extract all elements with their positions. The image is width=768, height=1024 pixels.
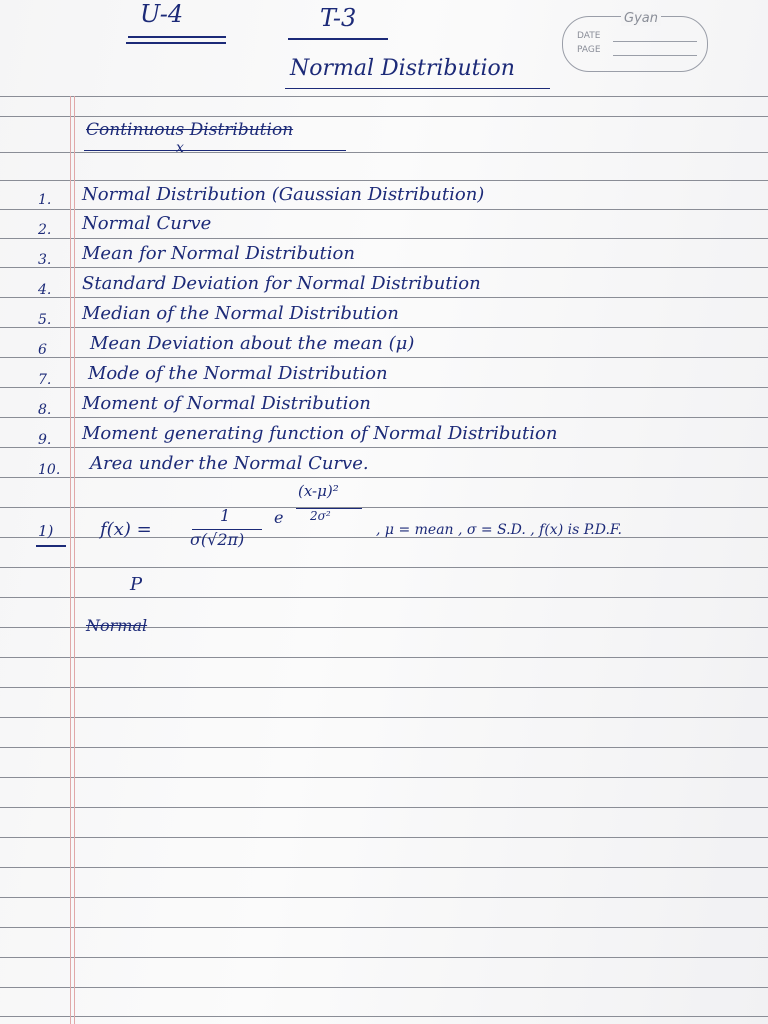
list-item: Moment generating function of Normal Distribution — [82, 423, 558, 444]
stamp-date-line — [613, 41, 697, 42]
list-item: Median of the Normal Distribution — [82, 303, 399, 324]
item-number: 2. — [38, 222, 52, 238]
page-title: Normal Distribution — [290, 56, 515, 81]
item-number: 8. — [38, 402, 52, 418]
formula-denominator: σ(√2π) — [190, 530, 245, 549]
exponent-denominator: 2σ² — [310, 509, 331, 523]
formula-marker-underline — [36, 545, 66, 547]
ruled-line — [0, 657, 768, 658]
ruled-line — [0, 387, 768, 388]
ruled-line — [0, 267, 768, 268]
section-underline — [84, 150, 346, 151]
page-stamp — [562, 11, 708, 72]
title-underline — [285, 88, 550, 89]
formula-base: e — [274, 508, 284, 527]
topic-underline — [288, 38, 388, 40]
margin-line — [74, 96, 75, 1024]
ruled-line — [0, 687, 768, 688]
formula-legend: , μ = mean , σ = S.D. , f(x) is P.D.F. — [376, 522, 622, 538]
item-number: 5. — [38, 312, 52, 328]
ruled-line — [0, 209, 768, 210]
ruled-line — [0, 180, 768, 181]
list-item: Moment of Normal Distribution — [82, 393, 371, 414]
struck-word: Normal — [86, 616, 148, 635]
item-number: 4. — [38, 282, 52, 298]
formula-numerator: 1 — [220, 506, 231, 525]
unit-label: U-4 — [140, 0, 184, 28]
stray-mark: P — [130, 574, 143, 595]
stamp-brand: Gyan — [621, 11, 661, 26]
item-number: 10. — [38, 462, 61, 478]
exponent-numerator: (x-μ)² — [298, 482, 339, 500]
ruled-line — [0, 927, 768, 928]
margin-line — [70, 96, 71, 1024]
ruled-line — [0, 747, 768, 748]
ruled-line — [0, 152, 768, 153]
ruled-line — [0, 807, 768, 808]
ruled-line — [0, 837, 768, 838]
ruled-line — [0, 327, 768, 328]
ruled-line — [0, 897, 768, 898]
list-item: Standard Deviation for Normal Distribution — [82, 273, 481, 294]
list-item: Mean for Normal Distribution — [82, 243, 355, 264]
section-heading: Continuous Distribution — [86, 120, 294, 140]
ruled-line — [0, 597, 768, 598]
ruled-line — [0, 507, 768, 508]
ruled-line — [0, 238, 768, 239]
ruled-line — [0, 777, 768, 778]
list-item: Normal Curve — [82, 213, 212, 234]
ruled-line — [0, 477, 768, 478]
ruled-line — [0, 96, 768, 97]
stamp-page-line — [613, 55, 697, 56]
item-number: 9. — [38, 432, 52, 448]
item-number: 3. — [38, 252, 52, 268]
ruled-line — [0, 116, 768, 117]
list-item: Mean Deviation about the mean (μ) — [90, 333, 415, 354]
ruled-line — [0, 957, 768, 958]
topic-label: T-3 — [320, 4, 357, 32]
list-item: Normal Distribution (Gaussian Distribution) — [82, 184, 485, 205]
ruled-line — [0, 297, 768, 298]
ruled-line — [0, 987, 768, 988]
ruled-line — [0, 357, 768, 358]
list-item: Mode of the Normal Distribution — [88, 363, 388, 384]
formula-lhs: f(x) = — [100, 519, 152, 540]
ruled-line — [0, 447, 768, 448]
ruled-line — [0, 417, 768, 418]
ruled-line — [0, 717, 768, 718]
unit-underline — [128, 36, 226, 38]
section-mark: x — [176, 140, 184, 156]
ruled-line — [0, 1016, 768, 1017]
item-number: 6 — [38, 342, 47, 358]
stamp-page-label: PAGE — [577, 45, 601, 55]
item-number: 1. — [38, 192, 52, 208]
formula-marker: 1) — [38, 522, 54, 540]
ruled-line — [0, 867, 768, 868]
stamp-date-label: DATE — [577, 31, 601, 41]
item-number: 7. — [38, 372, 52, 388]
ruled-line — [0, 567, 768, 568]
unit-underline — [126, 42, 226, 44]
list-item: Area under the Normal Curve. — [90, 453, 369, 474]
